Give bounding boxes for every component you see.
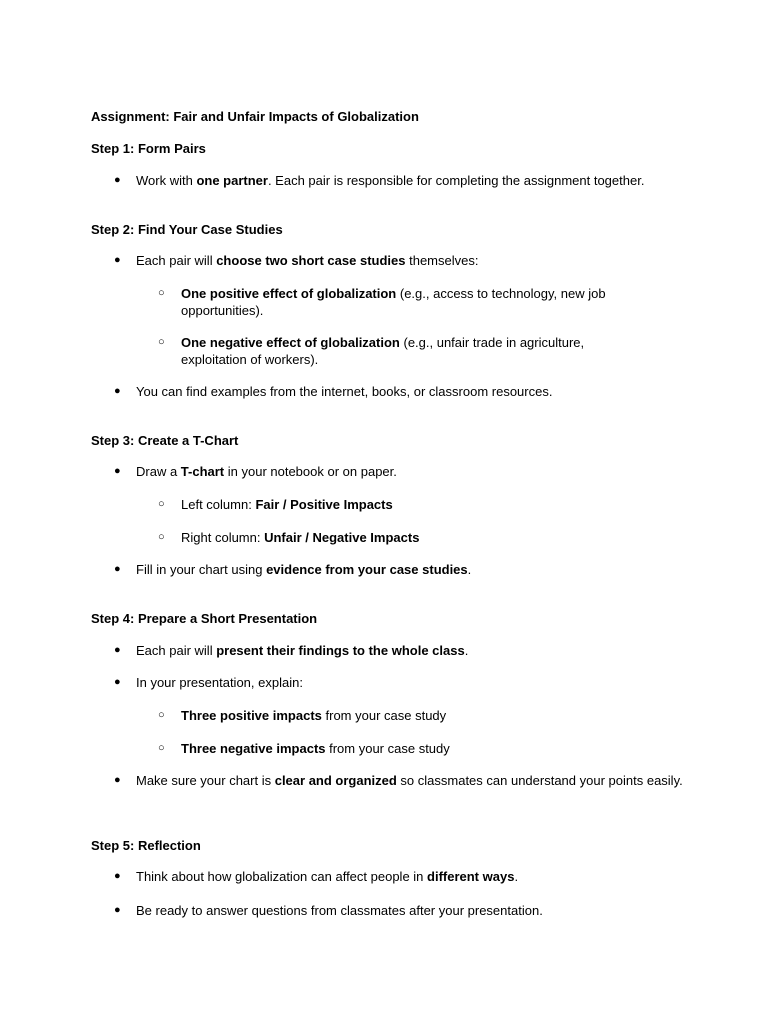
text-run: Each pair will [136, 253, 217, 268]
text-run: You can find examples from the internet, books, or classroom resources. [136, 384, 553, 399]
step4-heading: Step 4: Prepare a Short Presentation [91, 611, 318, 626]
text-run: . [464, 643, 469, 658]
text-run: (e.g., unfair trade in agriculture, exploitation of workers). [181, 335, 585, 367]
text-run: Left column: [181, 497, 256, 512]
text-run: from your case study [321, 708, 447, 723]
bold-run: Fair / Positive Impacts [255, 497, 393, 512]
sub-bullet-icon: ○ [158, 336, 165, 348]
text-run: Fill in your chart using [136, 562, 267, 577]
text-run: from your case study [325, 741, 450, 756]
bold-run: choose two short case studies [216, 253, 406, 268]
sub-bullet-icon: ○ [158, 498, 165, 510]
bold-run: One positive effect of globalization [181, 286, 397, 301]
bullet-icon: ● [114, 254, 121, 266]
bold-run: evidence from your case studies [266, 562, 468, 577]
bold-run: different ways [427, 869, 515, 884]
text-run: so classmates can understand your points easily. [396, 773, 683, 788]
bold-run: T-chart [180, 464, 225, 479]
text-run: . [514, 869, 519, 884]
bullet-icon: ● [114, 644, 121, 656]
bullet-icon: ● [114, 904, 121, 916]
step5-heading: Step 5: Reflection [91, 838, 201, 853]
text-run: Right column: [181, 530, 265, 545]
text-run: In your presentation, explain: [136, 675, 303, 690]
step1-heading: Step 1: Form Pairs [91, 141, 206, 156]
sub-bullet-icon: ○ [158, 531, 165, 543]
sub-bullet-icon: ○ [158, 287, 165, 299]
bold-run: clear and organized [274, 773, 397, 788]
bold-run: One negative effect of globalization [181, 335, 400, 350]
bullet-icon: ● [114, 563, 121, 575]
bullet-icon: ● [114, 174, 121, 186]
text-run: in your notebook or on paper. [224, 464, 397, 479]
bold-run: Three negative impacts [181, 741, 326, 756]
sub-bullet-icon: ○ [158, 709, 165, 721]
step2-heading: Step 2: Find Your Case Studies [91, 222, 283, 237]
bullet-icon: ● [114, 676, 121, 688]
bold-run: one partner [196, 173, 268, 188]
text-run: . [467, 562, 472, 577]
bold-run: Unfair / Negative Impacts [264, 530, 420, 545]
text-run: themselves: [405, 253, 479, 268]
bold-run: Three positive impacts [181, 708, 322, 723]
text-run: Each pair will [136, 643, 217, 658]
sub-bullet-icon: ○ [158, 742, 165, 754]
text-run: Make sure your chart is [136, 773, 275, 788]
bullet-icon: ● [114, 870, 121, 882]
bullet-icon: ● [114, 465, 121, 477]
text-run: (e.g., access to technology, new job opportunities). [181, 286, 606, 318]
bold-run: present their findings to the whole class [216, 643, 465, 658]
text-run: Be ready to answer questions from classmates after your presentation. [136, 903, 543, 918]
text-run: Draw a [136, 464, 181, 479]
text-run: . Each pair is responsible for completing the assignment together. [267, 173, 645, 188]
bullet-icon: ● [114, 774, 121, 786]
text-run: Think about how globalization can affect people in [136, 869, 428, 884]
text-run: Work with [136, 173, 197, 188]
page-title: Assignment: Fair and Unfair Impacts of Globalization [91, 109, 419, 124]
step3-heading: Step 3: Create a T-Chart [91, 433, 239, 448]
bullet-icon: ● [114, 385, 121, 397]
